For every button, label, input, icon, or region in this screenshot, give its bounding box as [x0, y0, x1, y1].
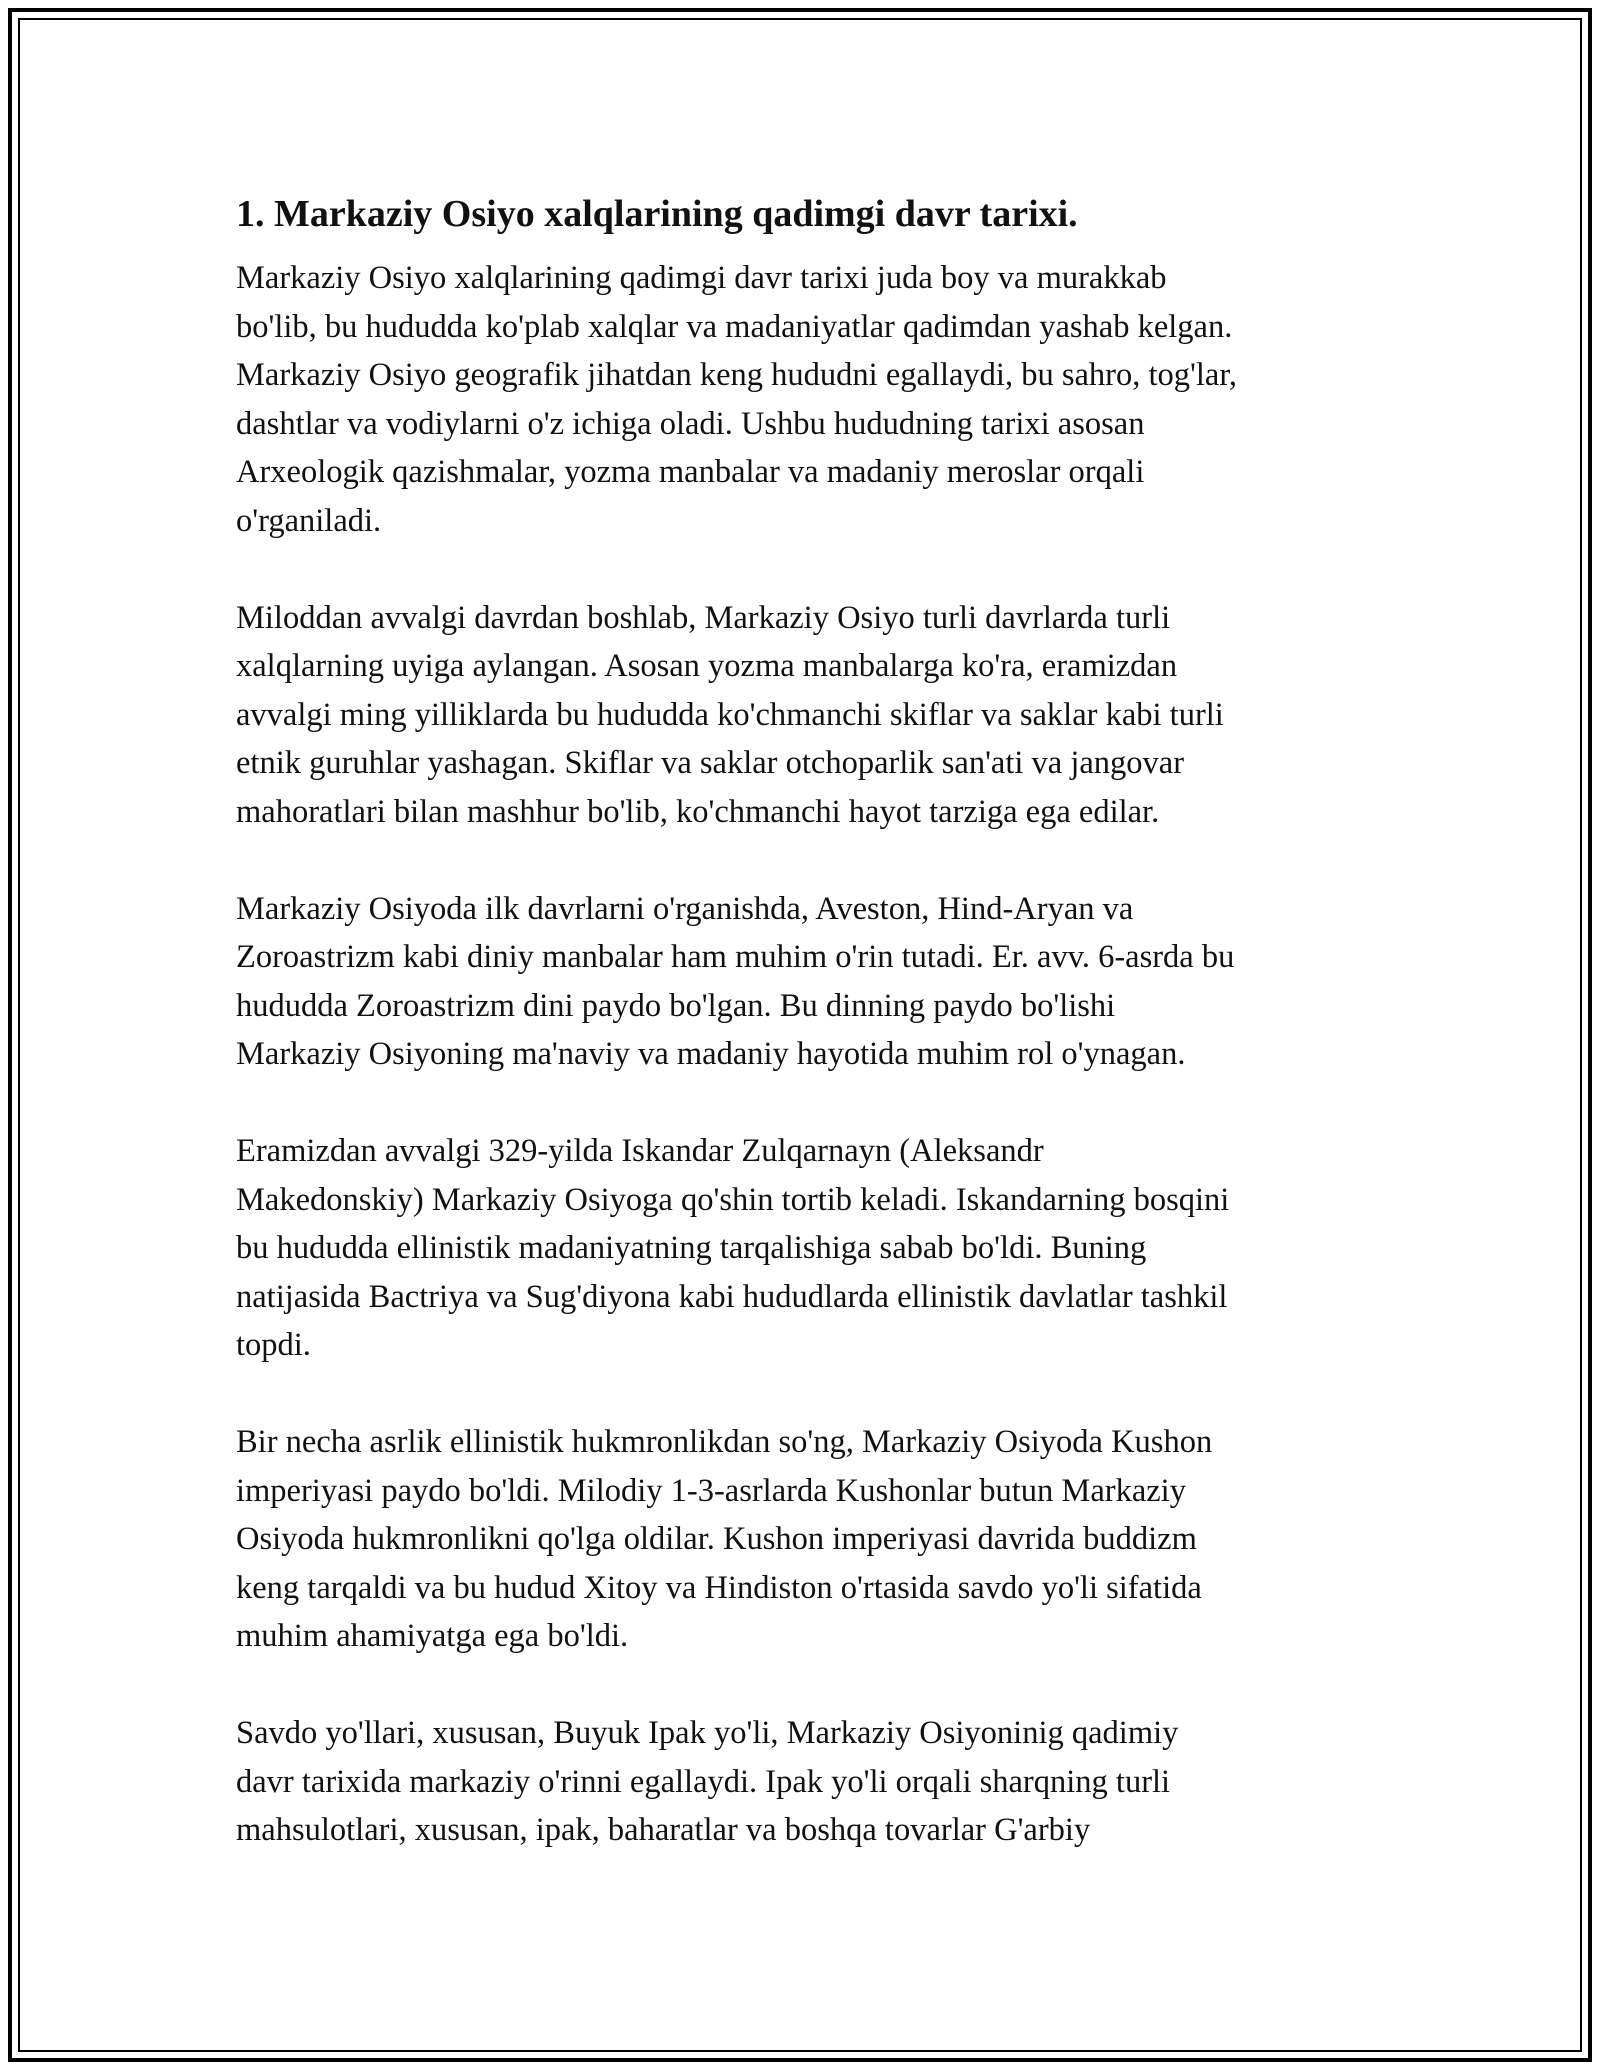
text-line: bo'lib, bu hududda ko'plab xalqlar va madaniyatlar qadimdan yashab kelgan. — [236, 308, 1233, 345]
text-line: topdi. — [236, 1327, 311, 1363]
text-line: Zoroastrizm kabi diniy manbalar ham muhim o'rin tutadi. Er. avv. 6-asrda bu — [236, 939, 1235, 975]
text-line: Eramizdan avvalgi 329-yilda Iskandar Zulqarnayn (Aleksandr — [236, 1133, 1044, 1169]
document-body — [236, 188, 1376, 1903]
text-line: etnik guruhlar yashagan. Skiflar va saklar otchoparlik san'ati va jangovar — [236, 745, 1185, 781]
text-line: mahoratlari bilan mashhur bo'lib, ko'chmanchi hayot tarziga ega edilar. — [236, 793, 1160, 830]
text-line: Savdo yo'llari, xususan, Buyuk Ipak yo'li, Markaziy Osiyoninig qadimiy — [236, 1715, 1179, 1751]
text-line: davr tarixida markaziy o'rinni egallaydi. Ipak yo'li orqali sharqning turli — [236, 1763, 1171, 1800]
paragraph-3 — [236, 885, 1376, 1079]
text-line: mahsulotlari, xususan, ipak, baharatlar va boshqa tovarlar G'arbiy — [236, 1812, 1091, 1848]
paragraph-4 — [236, 1127, 1376, 1370]
text-line: Markaziy Osiyoda ilk davrlarni o'rganishda, Aveston, Hind-Aryan va — [236, 890, 1134, 927]
text-line: Makedonskiy) Markaziy Osiyoga qo'shin tortib keladi. Iskandarning bosqini — [236, 1181, 1230, 1218]
paragraph-1 — [236, 254, 1376, 545]
text-line: Bir necha asrlik ellinistik hukmronlikdan so'ng, Markaziy Osiyoda Kushon — [236, 1424, 1213, 1460]
text-line: avvalgi ming yilliklarda bu hududda ko'chmanchi skiflar va saklar kabi turli — [236, 696, 1224, 733]
text-line: keng tarqaldi va bu hudud Xitoy va Hindiston o'rtasida savdo yo'li sifatida — [236, 1569, 1202, 1606]
text-line: bu hududda ellinistik madaniyatning tarqalishiga sabab bo'ldi. Buning — [236, 1230, 1147, 1266]
text-line: Miloddan avvalgi davrdan boshlab, Markaziy Osiyo turli davrlarda turli — [236, 599, 1171, 636]
paragraph-6 — [236, 1709, 1376, 1855]
text-line: Arxeologik qazishmalar, yozma manbalar va madaniy meroslar orqali — [236, 454, 1145, 490]
text-line: dashtlar va vodiylarni o'z ichiga oladi. Ushbu hududning tarixi asosan — [236, 405, 1145, 442]
text-line: Markaziy Osiyoning ma'naviy va madaniy hayotida muhim rol o'ynagan. — [236, 1036, 1186, 1072]
text-line: Markaziy Osiyo geografik jihatdan keng hududni egallaydi, bu sahro, tog'lar, — [236, 357, 1237, 393]
text-line: natijasida Bactriya va Sug'diyona kabi hududlarda ellinistik davlatlar tashkil — [236, 1278, 1228, 1315]
text-line: xalqlarning uyiga aylangan. Asosan yozma manbalarga ko'ra, eramizdan — [236, 648, 1178, 684]
text-line: hududda Zoroastrizm dini paydo bo'lgan. Bu dinning paydo bo'lishi — [236, 987, 1116, 1024]
text-line: Markaziy Osiyo xalqlarining qadimgi davr tarixi juda boy va murakkab — [236, 260, 1167, 296]
text-line: o'rganiladi. — [236, 502, 382, 539]
text-line: Osiyoda hukmronlikni qo'lga oldilar. Kushon imperiyasi davrida buddizm — [236, 1521, 1197, 1557]
paragraph-2 — [236, 594, 1376, 837]
text-line: imperiyasi paydo bo'ldi. Milodiy 1-3-asrlarda Kushonlar butun Markaziy — [236, 1472, 1186, 1509]
text-line: muhim ahamiyatga ega bo'ldi. — [236, 1618, 629, 1654]
paragraph-5 — [236, 1418, 1376, 1661]
section-heading: 1. Markaziy Osiyo xalqlarining qadimgi davr tarixi. — [236, 193, 1078, 235]
